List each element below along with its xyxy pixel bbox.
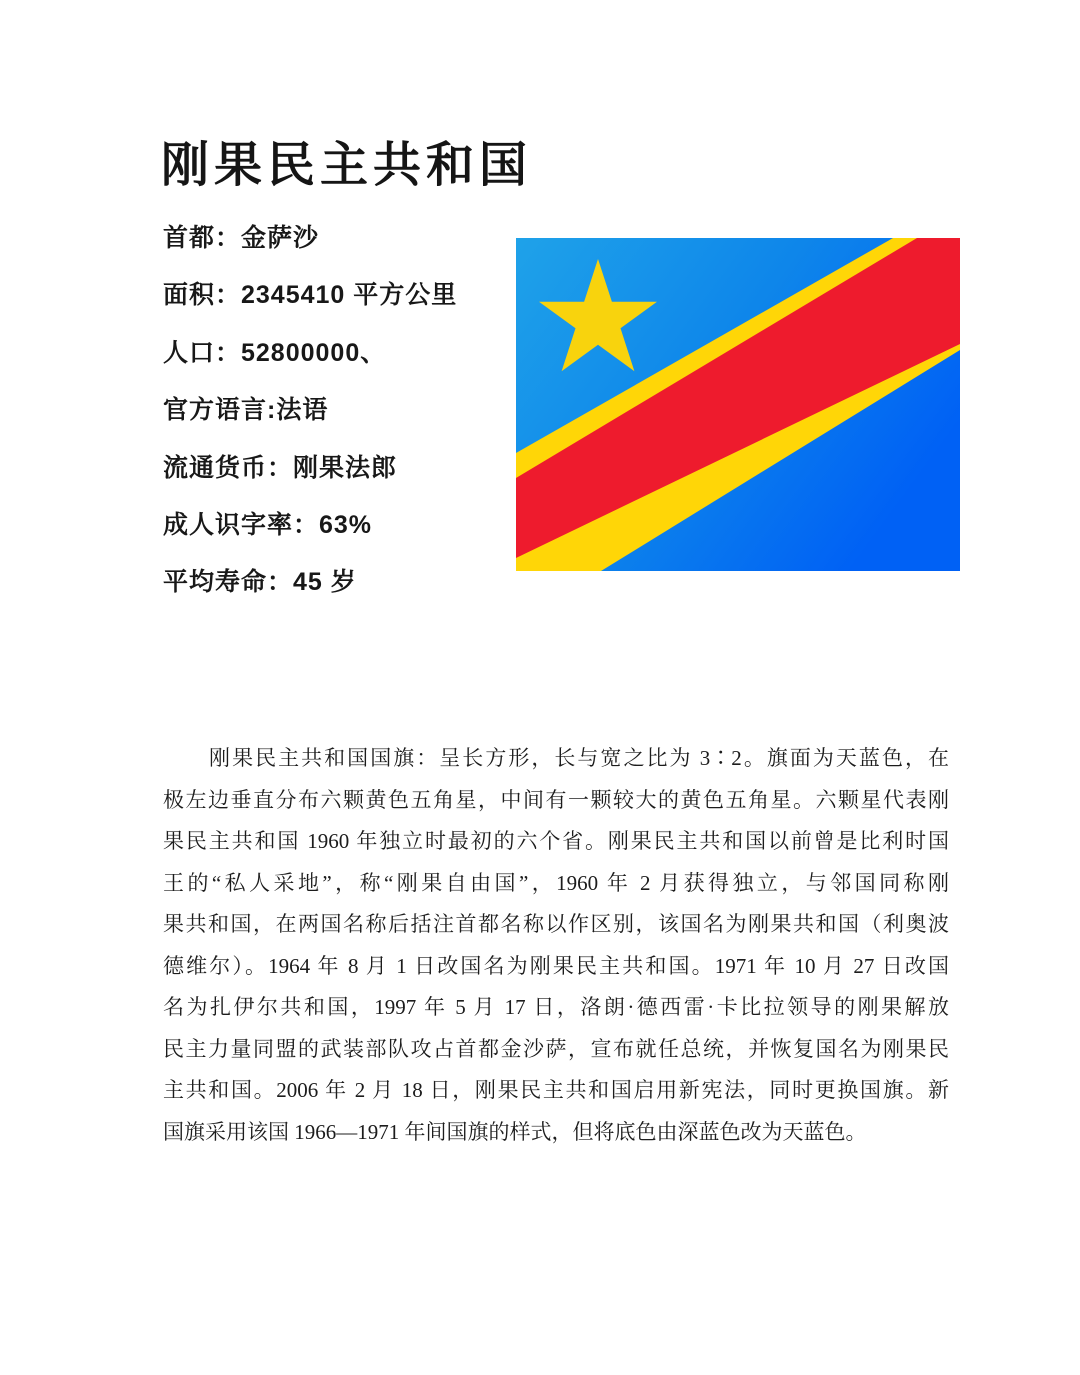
paragraph-line: 果民主共和国 1960 年独立时最初的六个省。刚果民主共和国以前曾是比利时国: [163, 829, 949, 853]
paragraph-line: 刚果民主共和国国旗：呈长方形，长与宽之比为 3∶2。旗面为天蓝色，在: [163, 746, 949, 770]
paragraph-line: 主共和国。2006 年 2 月 18 日，刚果民主共和国启用新宪法，同时更换国旗。新: [163, 1078, 949, 1102]
fact-capital: 首都：金萨沙: [163, 224, 320, 252]
paragraph-line: 德维尔）。1964 年 8 月 1 日改国名为刚果民主共和国。1971 年 10 月 27 日改国: [163, 953, 949, 978]
paragraph-line: 极左边垂直分布六颗黄色五角星，中间有一颗较大的黄色五角星。六颗星代表刚: [163, 787, 949, 812]
fact-official-language: 官方语言:法语: [163, 396, 329, 425]
fact-area: 面积：2345410 平方公里: [163, 281, 458, 310]
fact-life-expectancy: 平均寿命：45 岁: [163, 568, 357, 597]
paragraph-line: 民主力量同盟的武装部队攻占首都金沙萨，宣布就任总统，并恢复国名为刚果民: [163, 1036, 949, 1061]
drc-flag-image: [516, 238, 960, 571]
page-title: 刚果民主共和国: [161, 139, 533, 192]
paragraph-line: 王的“私人采地”，称“刚果自由国”，1960 年 2 月获得独立，与邻国同称刚: [163, 870, 949, 895]
flag-description-paragraph: [163, 738, 949, 1153]
paragraph-line: 名为扎伊尔共和国，1997 年 5 月 17 日，洛朗·德西雷·卡比拉领导的刚果解放: [163, 995, 949, 1019]
paragraph-line: 国旗采用该国 1966—1971 年间国旗的样式，但将底色由深蓝色改为天蓝色。: [163, 1119, 867, 1144]
paragraph-line: 果共和国，在两国名称后括注首都名称以作区别，该国名为刚果共和国（利奥波: [163, 912, 949, 936]
fact-currency: 流通货币：刚果法郎: [163, 453, 398, 482]
fact-literacy-rate: 成人识字率：63%: [163, 510, 373, 539]
facts-list: [163, 210, 523, 612]
fact-population: 人口：52800000、: [163, 338, 387, 367]
